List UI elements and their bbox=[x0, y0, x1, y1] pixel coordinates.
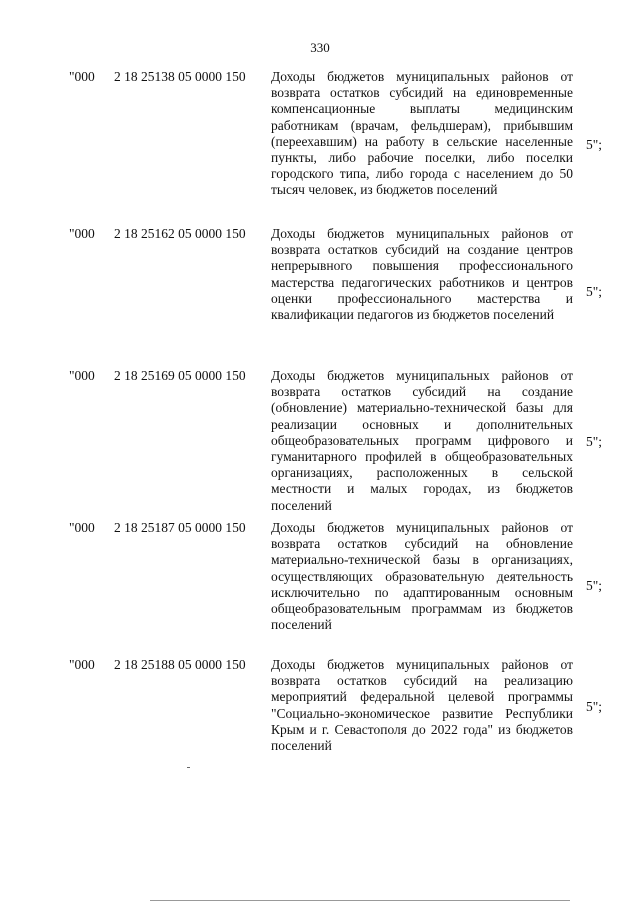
income-description: Доходы бюджетов муниципальных районов от возврата остатков субсидий на создание центров непрерывного повышения профессионального мастерства педагогических работников и центров оценки профессионального мастерства и квалификации педагогов из бюджетов поселений bbox=[271, 226, 573, 323]
budget-code: 2 18 25162 05 0000 150 bbox=[114, 226, 246, 241]
budget-code: 2 18 25169 05 0000 150 bbox=[114, 368, 246, 383]
code-prefix: "000 bbox=[69, 657, 95, 672]
page-number: 330 bbox=[310, 40, 330, 55]
amount-value: 5"; bbox=[586, 284, 603, 299]
scan-artifact bbox=[187, 767, 190, 768]
code-prefix: "000 bbox=[69, 69, 95, 84]
page-bottom-edge bbox=[150, 900, 570, 901]
income-description: Доходы бюджетов муниципальных районов от возврата остатков субсидий на создание (обновление) материально-технической базы для реализации основных и дополнительных общеобразовательных программ цифрового и гуманитарного профилей в общеобразовательных организациях, расположенных в сельской местности и малых городах, из бюджетов поселений bbox=[271, 368, 573, 513]
budget-code: 2 18 25188 05 0000 150 bbox=[114, 657, 246, 672]
income-description: Доходы бюджетов муниципальных районов от возврата остатков субсидий на единовременные компенсационные выплаты медицинским работникам (врачам, фельдшерам), прибывшим (переехавшим) на работу в сельские населенные пункты, либо рабочие поселки, либо поселки городского типа, либо города с населением до 50 тысяч человек, из бюджетов поселений bbox=[271, 69, 573, 198]
code-prefix: "000 bbox=[69, 368, 95, 383]
budget-code: 2 18 25187 05 0000 150 bbox=[114, 520, 246, 535]
income-description: Доходы бюджетов муниципальных районов от возврата остатков субсидий на обновление материально-технической базы в организациях, осуществляющих образовательную деятельность исключительно по адаптированным основным общеобразовательным программам из бюджетов поселений bbox=[271, 520, 573, 633]
budget-code: 2 18 25138 05 0000 150 bbox=[114, 69, 246, 84]
income-description: Доходы бюджетов муниципальных районов от возврата остатков субсидий на реализацию мероприятий федеральной целевой программы "Социально-экономическое развитие Республики Крым и г. Севастополя до 2022 года" из бюджетов поселений bbox=[271, 657, 573, 754]
code-prefix: "000 bbox=[69, 520, 95, 535]
amount-value: 5"; bbox=[586, 434, 603, 449]
amount-value: 5"; bbox=[586, 137, 603, 152]
amount-value: 5"; bbox=[586, 578, 603, 593]
amount-value: 5"; bbox=[586, 699, 603, 714]
code-prefix: "000 bbox=[69, 226, 95, 241]
